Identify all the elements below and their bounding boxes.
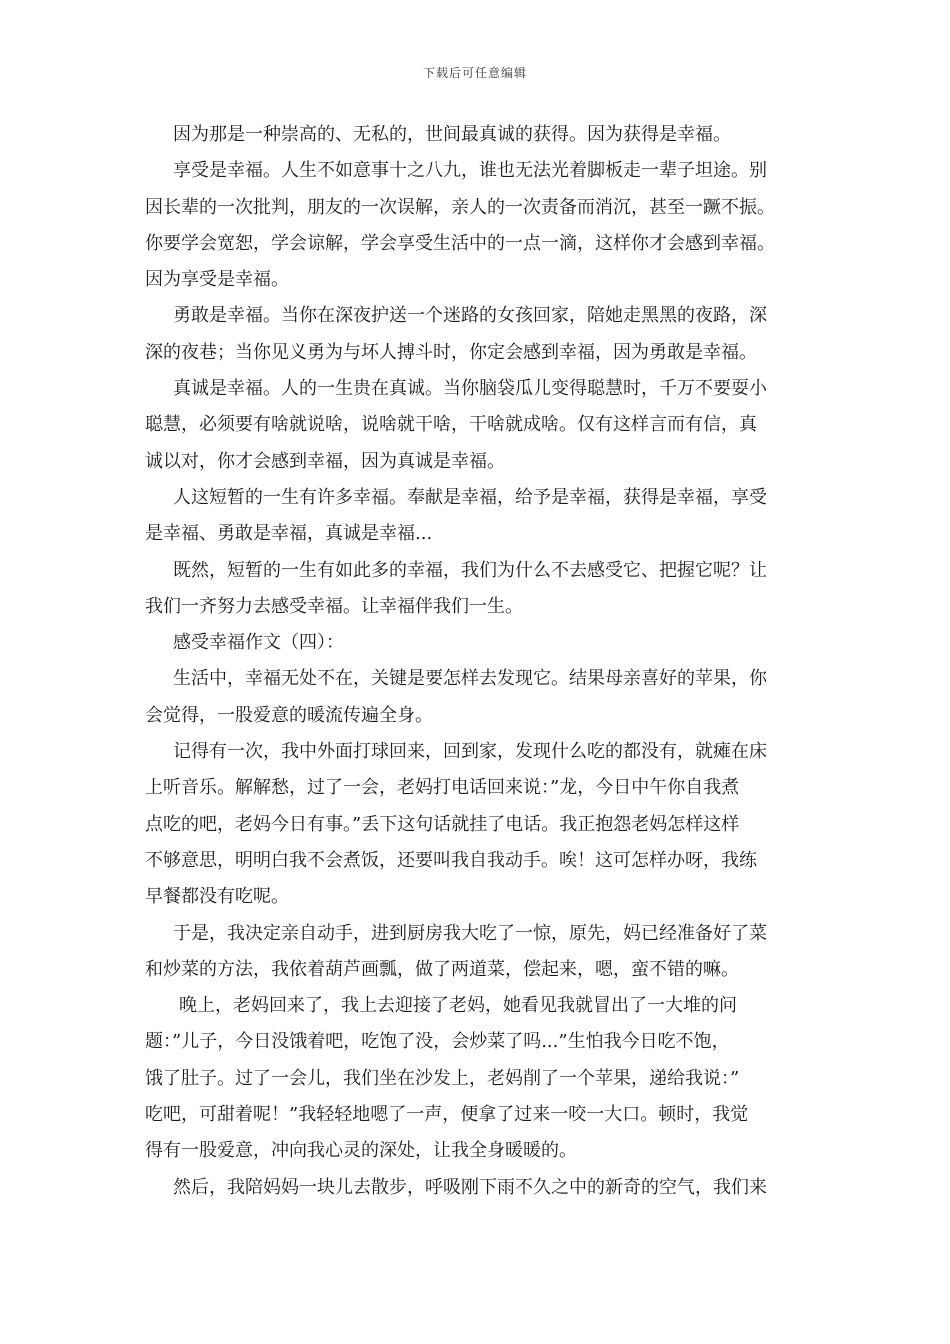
text-line: 生活中，幸福无处不在，关键是要怎样去发现它。结果母亲喜好的苹果，你 <box>173 668 767 690</box>
text-line: 是幸福、勇敢是幸福，真诚是幸福... <box>145 523 433 545</box>
text-line: 记得有一次，我中外面打球回来，回到家，发现什么吃的都没有，就瘫在床 <box>173 741 767 763</box>
text-line: 和炒菜的方法，我依着葫芦画瓢，做了两道菜，偿起来，嗯，蛮不错的嘛。 <box>145 958 739 980</box>
text-line: 真诚是幸福。人的一生贵在真诚。当你脑袋瓜儿变得聪慧时，千万不要耍小 <box>173 378 767 400</box>
text-line: 因为那是一种崇高的、无私的，世间最真诚的获得。因为获得是幸福。 <box>173 124 731 145</box>
text-line: 享受是幸福。人生不如意事十之八九，谁也无法光着脚板走一辈子坦途。别 <box>173 160 767 182</box>
text-line: 上听音乐。解解愁，过了一会，老妈打电话回来说：”龙，今日中午你自我煮 <box>145 777 740 799</box>
text-line: 饿了肚子。过了一会儿，我们坐在沙发上，老妈削了一个苹果，递给我说：” <box>145 1067 740 1089</box>
text-line: 于是，我决定亲自动手，进到厨房我大吃了一惊，原先，妈已经准备好了菜 <box>173 922 767 944</box>
text-line: 因为享受是幸福。 <box>145 269 289 291</box>
text-line: 诚以对，你才会感到幸福，因为真诚是幸福。 <box>145 450 505 472</box>
text-line: 因长辈的一次批判，朋友的一次误解，亲人的一次责备而消沉，甚至一蹶不振。 <box>145 196 775 218</box>
text-line: 人这短暂的一生有许多幸福。奉献是幸福，给予是幸福，获得是幸福，享受 <box>173 486 767 508</box>
text-line: 点吃的吧，老妈今日有事。”丢下这句话就挂了电话。我正抱怨老妈怎样这样 <box>145 813 740 835</box>
text-line: 我们一齐努力去感受幸福。让幸福伴我们一生。 <box>145 595 523 617</box>
text-line: 吃吧，可甜着呢！”我轻轻地嗯了一声，便拿了过来一咬一大口。顿时，我觉 <box>145 1104 749 1126</box>
text-line: 然后，我陪妈妈一块儿去散步，呼吸刚下雨不久之中的新奇的空气，我们来 <box>173 1176 767 1198</box>
text-line: 你要学会宽恕，学会谅解，学会享受生活中的一点一滴，这样你才会感到幸福。 <box>145 232 775 254</box>
text-line: 不够意思，明明白我不会煮饭，还要叫我自我动手。唉！这可怎样办呀，我练 <box>145 849 757 871</box>
text-line: 聪慧，必须要有啥就说啥，说啥就干啥，干啥就成啥。仅有这样言而有信，真 <box>145 414 757 436</box>
text-line: 题：”儿子，今日没饿着吧，吃饱了没，会炒菜了吗...”生怕我今日吃不饱， <box>145 1031 730 1053</box>
document-body <box>145 120 817 1209</box>
text-line: 会觉得，一股爱意的暖流传遍全身。 <box>145 704 433 726</box>
page-header: 下载后可任意编辑 <box>422 66 527 80</box>
text-line: 得有一股爱意，冲向我心灵的深处，让我全身暖暖的。 <box>145 1140 577 1162</box>
text-line: 勇敢是幸福。当你在深夜护送一个迷路的女孩回家，陪她走黑黑的夜路，深 <box>173 305 767 327</box>
section-heading: 感受幸福作文（四）： <box>173 632 344 654</box>
text-line: 早餐都没有吃呢。 <box>145 886 289 908</box>
text-line: 既然，短暂的一生有如此多的幸福，我们为什么不去感受它、把握它呢？让 <box>173 559 767 581</box>
text-line: 晚上，老妈回来了，我上去迎接了老妈，她看见我就冒出了一大堆的问 <box>179 995 737 1017</box>
text-line: 深的夜巷；当你见义勇为与坏人搏斗时，你定会感到幸福，因为勇敢是幸福。 <box>145 341 757 363</box>
